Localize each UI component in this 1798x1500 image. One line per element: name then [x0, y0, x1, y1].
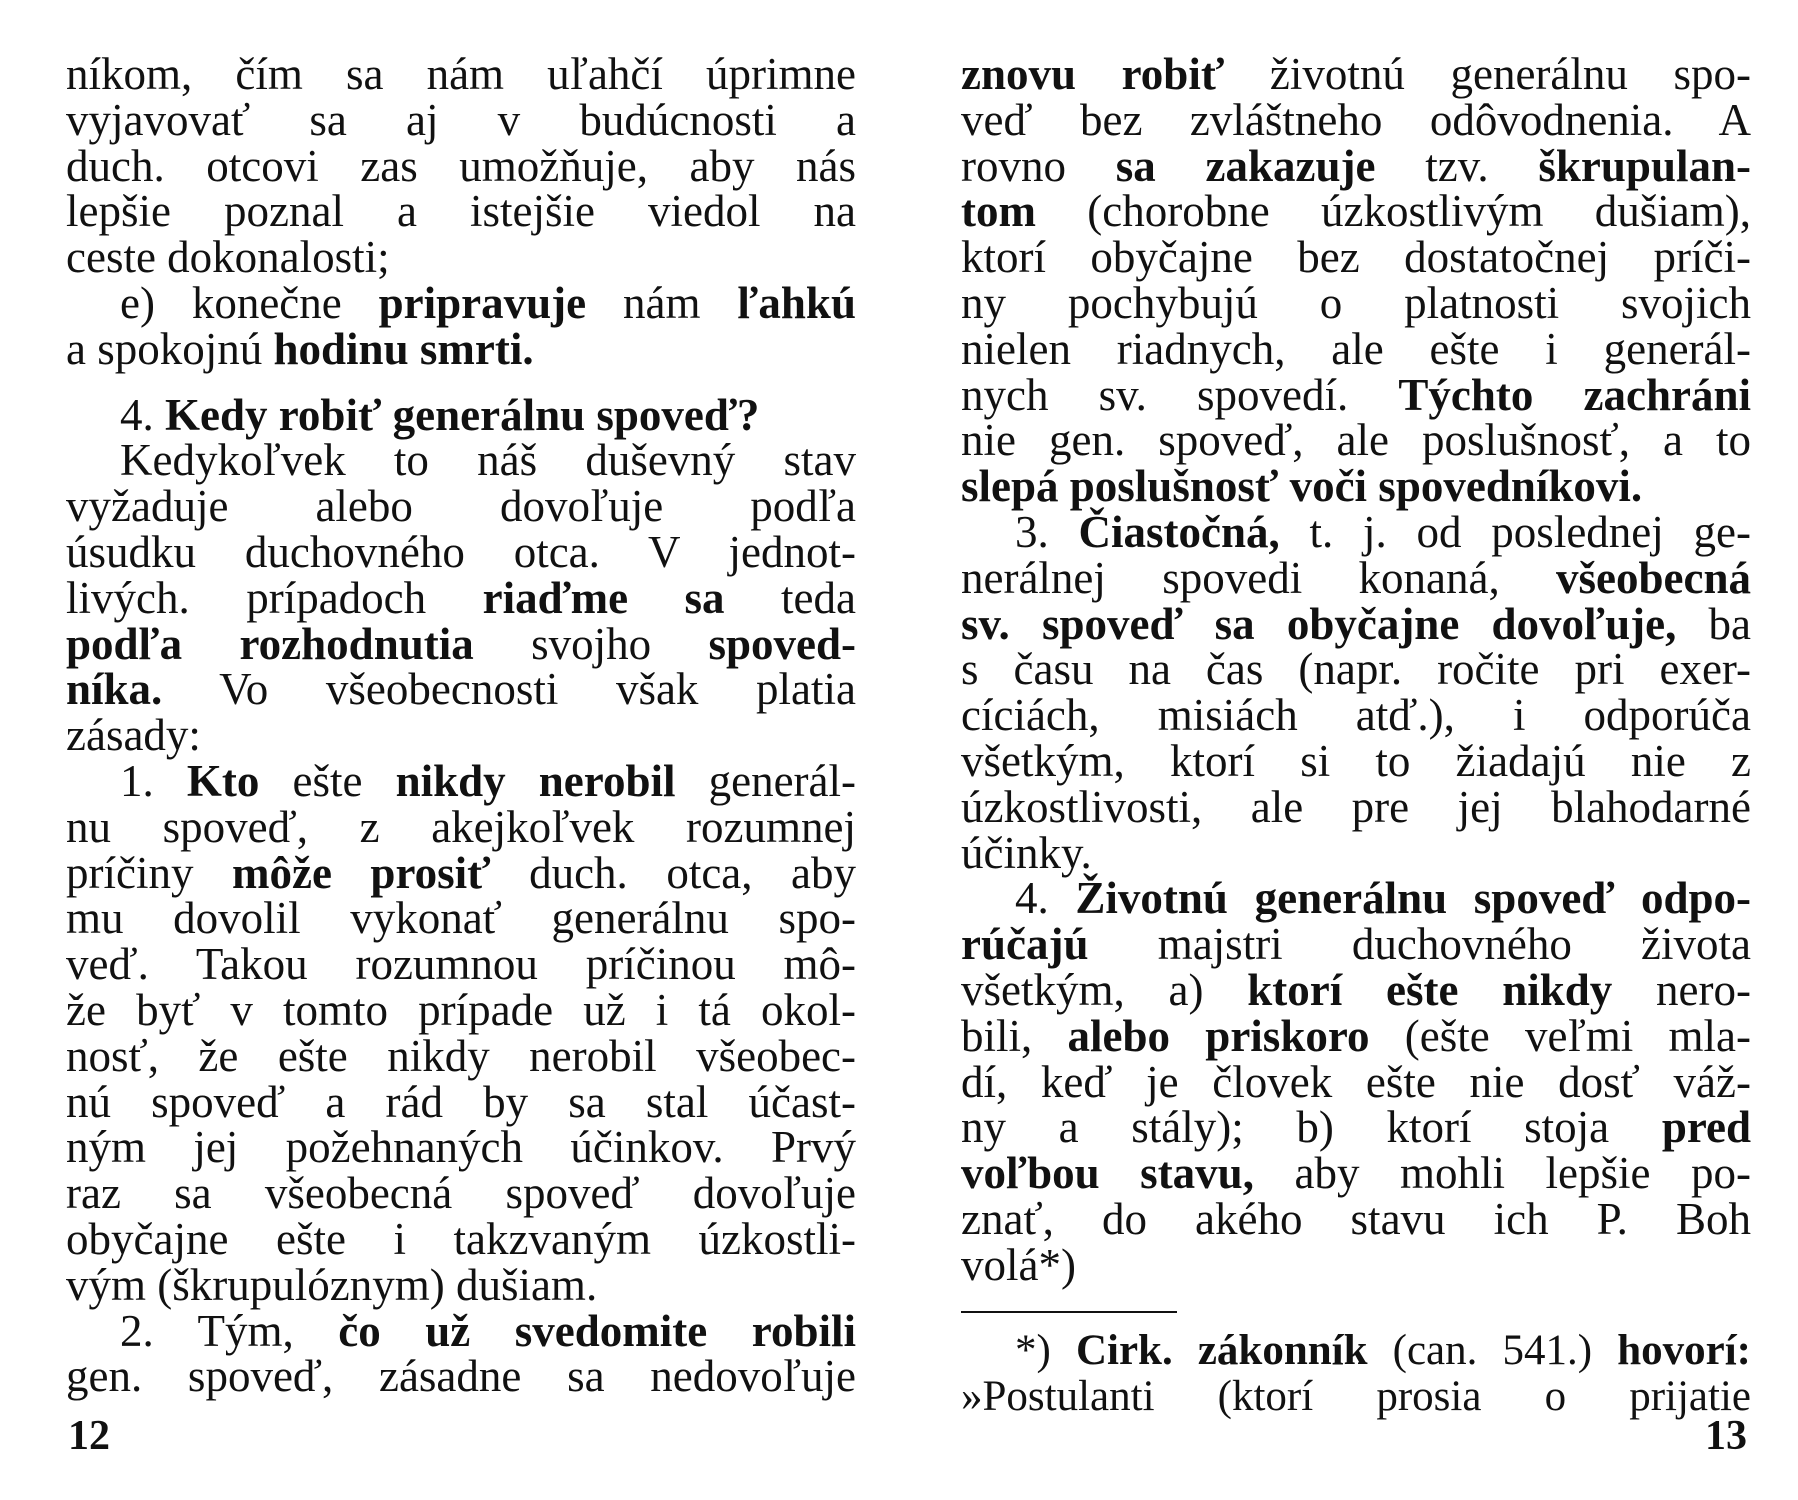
text-run: ny pochybujú o platnosti svojich	[961, 277, 1751, 328]
text-line	[961, 323, 1751, 374]
text-line	[66, 847, 857, 898]
bold-text: spoved-	[708, 618, 856, 669]
text-line	[961, 140, 1751, 191]
bold-text: ktorí ešte nikdy	[1247, 964, 1613, 1015]
text-run: znať, do akého stavu ich P. Boh	[961, 1193, 1751, 1244]
text-line	[66, 939, 856, 990]
text-run: všetkým, ktorí si to žiadajú nie z	[961, 735, 1751, 786]
bold-text: nikdy nerobil	[395, 755, 676, 806]
text-line	[66, 801, 856, 852]
left-page-text	[66, 49, 857, 1402]
text-line	[961, 552, 1751, 603]
text-line	[66, 94, 856, 145]
text-line	[66, 1122, 856, 1173]
text-line	[66, 186, 856, 237]
text-run: duch. otcovi zas umožňuje, aby nás	[66, 140, 856, 191]
text-run: všetkým, a)	[961, 964, 1248, 1015]
text-line	[66, 1213, 856, 1264]
bold-text: hodinu smrti.	[273, 323, 534, 374]
text-run: svojho	[473, 618, 709, 669]
text-run: vyjavovať sa aj v budúcnosti a	[66, 94, 856, 145]
bold-text: Týchto zachráni	[1398, 369, 1751, 420]
text-line	[961, 1056, 1751, 1107]
text-run: veď bez zvláštneho odôvodnenia. A	[961, 94, 1751, 145]
text-run: s času na čas (napr. ročite pri exer-	[961, 644, 1751, 695]
text-run: životnú generálnu spo-	[1224, 49, 1751, 99]
text-line	[66, 1076, 856, 1127]
text-line	[66, 140, 856, 191]
text-run: úzkostlivosti, ale pre jej blahodarné	[961, 781, 1751, 832]
text-line	[66, 435, 856, 486]
text-run: účinky.	[961, 827, 1092, 878]
text-line	[961, 1328, 1751, 1374]
text-line	[66, 1259, 856, 1310]
text-run: úsudku duchovného otca. V jednot-	[66, 526, 856, 577]
text-line	[961, 232, 1751, 283]
text-line	[66, 755, 856, 806]
text-line	[961, 873, 1751, 924]
text-line	[961, 1148, 1751, 1199]
text-line	[66, 526, 856, 577]
text-run: obyčajne ešte i takzvaným úzkostli-	[66, 1213, 856, 1264]
text-line	[961, 644, 1751, 695]
bold-text: riaďme sa	[482, 572, 725, 623]
text-line	[961, 598, 1751, 649]
bold-text: pripravuje	[378, 277, 587, 328]
bold-text: škrupulan-	[1538, 140, 1751, 191]
text-run: nosť, že ešte nikdy nerobil všeobec-	[66, 1030, 856, 1081]
text-run: (chorobne úzkostlivým dušiam),	[1035, 186, 1751, 237]
text-run: ným jej požehnaných účinkov. Prvý	[66, 1122, 856, 1173]
text-line	[66, 1351, 856, 1402]
text-run: 4.	[1015, 873, 1076, 924]
text-line	[66, 232, 856, 283]
text-line	[66, 277, 856, 328]
text-line	[961, 919, 1751, 970]
text-run: nú spoveď a rád by sa stal účast-	[66, 1076, 856, 1127]
text-run: livých. prípadoch	[66, 572, 483, 623]
text-line	[66, 710, 856, 761]
text-run: 1.	[120, 755, 187, 806]
bold-text: alebo priskoro	[1067, 1010, 1370, 1061]
text-run: nu spoveď, z akejkoľvek rozumnej	[66, 801, 856, 852]
text-line	[66, 49, 856, 99]
text-run: duch. otca, aby	[490, 847, 857, 898]
bold-text: Čiastočná,	[1078, 506, 1280, 557]
bold-text: znovu robiť	[961, 49, 1225, 99]
text-run: ešte	[259, 755, 396, 806]
text-run: teda	[724, 572, 856, 623]
footnote-rule	[961, 1311, 1177, 1313]
text-run: *)	[1015, 1327, 1076, 1374]
text-line	[961, 277, 1751, 328]
text-line	[961, 506, 1751, 557]
bold-text: ľahkú	[737, 277, 856, 328]
bold-text: Cirk. zákonník	[1075, 1327, 1368, 1374]
text-run: generál-	[675, 755, 856, 806]
bold-text: všeobecná	[1556, 552, 1751, 603]
text-run: nerálnej spovedi konaná,	[961, 552, 1556, 603]
text-line	[961, 964, 1751, 1015]
text-line	[66, 893, 856, 944]
text-run: vým (škrupulóznym) dušiam.	[66, 1259, 598, 1310]
text-run: lepšie poznal a istejšie viedol na	[66, 186, 856, 237]
text-line	[66, 1305, 856, 1356]
bold-text: podľa rozhodnutia	[66, 618, 474, 669]
text-run: nie gen. spoveď, ale poslušnosť, a to	[961, 415, 1751, 466]
text-line	[961, 415, 1751, 466]
text-run: mu dovolil vykonať generálnu spo-	[66, 893, 856, 944]
right-page	[899, 0, 1798, 1500]
bold-text: Kedy robiť generálnu spoveď?	[165, 389, 760, 440]
text-run: rovno	[961, 140, 1116, 191]
text-run: vyžaduje alebo dovoľuje podľa	[66, 481, 856, 532]
text-run: bili,	[961, 1010, 1068, 1061]
text-run: tzv.	[1375, 140, 1539, 191]
text-line	[66, 389, 856, 440]
text-line	[66, 481, 856, 532]
text-run: Kedykoľvek to náš duševný stav	[120, 435, 856, 486]
text-run: majstri duchovného života	[1088, 919, 1751, 970]
text-run: Vo všeobecnosti však platia	[162, 664, 856, 715]
page-number-left: 12	[68, 1413, 110, 1459]
text-line	[66, 572, 856, 623]
text-line	[66, 1030, 856, 1081]
text-line	[961, 1102, 1751, 1153]
bold-text: pred	[1661, 1102, 1751, 1153]
text-line	[961, 94, 1751, 145]
text-run: aby mohli lepšie po-	[1253, 1148, 1751, 1199]
text-line	[961, 1010, 1751, 1061]
text-run: veď. Takou rozumnou príčinou mô-	[66, 939, 856, 990]
text-line	[961, 461, 1751, 512]
text-line	[66, 323, 856, 374]
bold-text: voľbou stavu,	[961, 1148, 1254, 1199]
right-page-text	[961, 49, 1751, 1290]
text-run: nych sv. spovedí.	[961, 369, 1399, 420]
text-run: »Postulanti (ktorí prosia o prijatie	[961, 1372, 1751, 1420]
text-line	[961, 1193, 1751, 1244]
text-run: t. j. od poslednej ge-	[1279, 506, 1751, 557]
text-line	[66, 664, 856, 715]
bold-text: hovorí:	[1617, 1327, 1751, 1374]
text-run: dí, keď je človek ešte nie dosť váž-	[961, 1056, 1751, 1107]
text-run: raz sa všeobecná spoveď dovoľuje	[66, 1168, 856, 1219]
text-run: (can. 541.)	[1367, 1327, 1618, 1374]
text-run: 3.	[1015, 506, 1079, 557]
bold-text: Životnú generálnu spoveď odpo-	[1075, 873, 1751, 924]
text-run: 4.	[120, 389, 165, 440]
bold-text: môže prosiť	[231, 847, 491, 898]
text-line	[961, 369, 1751, 420]
text-line	[961, 735, 1751, 786]
text-run: nám	[586, 277, 738, 328]
text-line	[961, 49, 1751, 99]
bold-text: čo už svedomite robili	[338, 1305, 856, 1356]
text-run: ktorí obyčajne bez dostatočnej príči-	[961, 232, 1751, 283]
text-line	[66, 1168, 856, 1219]
bold-text: Kto	[186, 755, 260, 806]
bold-text: slepá poslušnosť voči spovedníkovi.	[961, 461, 1643, 512]
text-run: níkom, čím sa nám uľahčí úprimne	[66, 49, 856, 99]
text-run: (ešte veľmi mla-	[1369, 1010, 1751, 1061]
text-run: zásady:	[66, 710, 201, 761]
text-run: gen. spoveď, zásadne sa nedovoľuje	[66, 1351, 856, 1402]
text-line	[961, 827, 1751, 878]
text-run: ceste dokonalosti;	[66, 232, 390, 283]
text-run: 2. Tým,	[120, 1305, 339, 1356]
text-run: že byť v tomto prípade už i tá okol-	[66, 984, 856, 1035]
text-run: nero-	[1612, 964, 1751, 1015]
bold-text: sv. spoveď sa obyčajne dovoľuje,	[961, 598, 1677, 649]
text-run: cíciách, misiách atď.), i odporúča	[961, 690, 1751, 741]
text-run: nielen riadnych, ale ešte i generál-	[961, 323, 1751, 374]
text-run: e) konečne	[120, 277, 379, 328]
text-line	[66, 984, 856, 1035]
text-line	[961, 1374, 1751, 1420]
text-run: volá*)	[961, 1239, 1076, 1290]
text-line	[66, 618, 856, 669]
text-line	[961, 186, 1751, 237]
bold-text: sa zakazuje	[1115, 140, 1376, 191]
text-run: a spokojnú	[66, 323, 274, 374]
page-number-right: 13	[1705, 1413, 1747, 1459]
bold-text: tom	[961, 186, 1036, 237]
text-line	[961, 690, 1751, 741]
text-line	[961, 1239, 1751, 1290]
text-run: príčiny	[66, 847, 232, 898]
footnote	[961, 1328, 1751, 1420]
text-run: ny a stály); b) ktorí stoja	[961, 1102, 1662, 1153]
text-line	[961, 781, 1751, 832]
bold-text: rúčajú	[961, 919, 1089, 970]
bold-text: níka.	[66, 664, 163, 715]
text-run: ba	[1676, 598, 1751, 649]
